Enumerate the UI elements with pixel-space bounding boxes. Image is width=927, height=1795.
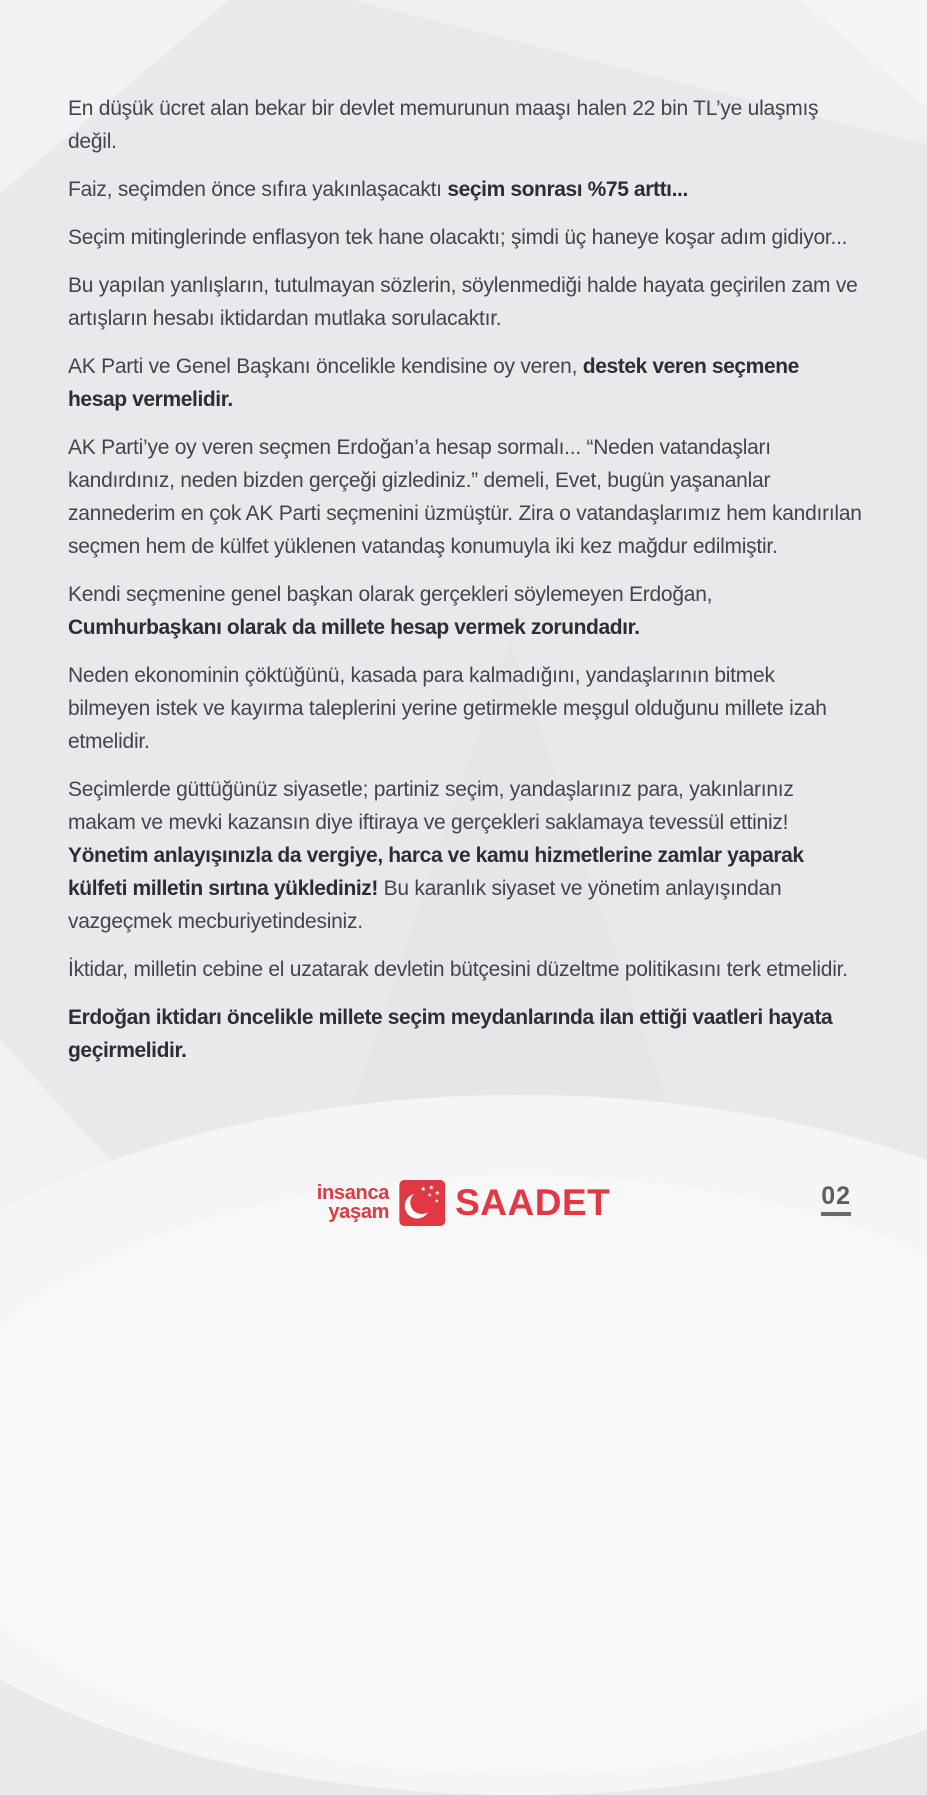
page-number: 02: [821, 1184, 851, 1216]
paragraph: [68, 659, 862, 758]
paragraph-text-bold: seçim sonrası %75 arttı...: [447, 178, 688, 201]
logo-tagline-line1: insanca: [316, 1182, 390, 1204]
paragraph-text: Seçim mitinglerinde enflasyon tek hane olacaktı; şimdi üç haneye koşar adım gidiyor...: [68, 226, 848, 249]
paragraph: [68, 773, 862, 938]
page-footer: [0, 1180, 927, 1250]
crescent-and-stars-icon: [399, 1180, 445, 1226]
paragraph: [68, 431, 862, 563]
paragraph-text: İktidar, milletin cebine el uzatarak devletin bütçesini düzeltme politikasını terk etmelidir.: [68, 958, 848, 981]
paragraph: [68, 350, 862, 416]
paragraph-text: En düşük ücret alan bekar bir devlet memurunun maaşı halen 22 bin TL’ye ulaşmış değil.: [68, 97, 819, 153]
logo-brand-name: SAADET: [455, 1182, 611, 1223]
paragraph-text: Kendi seçmenine genel başkan olarak gerçekleri söylemeyen Erdoğan,: [68, 583, 713, 606]
paragraph: [68, 953, 862, 986]
paragraph-text-bold: Cumhurbaşkanı olarak da millete hesap vermek zorundadır.: [68, 616, 640, 639]
bg-ellipse-bottom-inner: [0, 1175, 927, 1775]
paragraph-text: Faiz, seçimden önce sıfıra yakınlaşacaktı: [68, 178, 448, 201]
paragraph-text: Seçimlerde güttüğünüz siyasetle; partiniz seçim, yandaşlarınız para, yakınlarınız makam ve mevki kazansın diye iftiraya ve gerçekleri saklamaya tevessül ettiniz!: [68, 778, 794, 834]
paragraph-text-bold: Yönetim anlayışınızla da vergiye, harca ve kamu hizmetlerine zamlar yaparak külfeti milletin sırtına yüklediniz!: [68, 844, 804, 900]
paragraph: [68, 269, 862, 335]
saadet-logo: [317, 1180, 611, 1226]
paragraph-text: AK Parti ve Genel Başkanı öncelikle kendisine oy veren,: [68, 355, 583, 378]
paragraph: [68, 173, 862, 206]
paragraph-text: AK Parti’ye oy veren seçmen Erdoğan’a hesap sormalı... “Neden vatandaşları kandırdınız, neden bizden gerçeği gizlediniz.” demeli, Evet, bugün yaşananlar zannederim en çok AK Parti seçmenini üzmüştür. Zira o vatandaşlarımız hem kandırılan seçmen hem de külfet yüklenen vatandaş konumuyla iki kez mağdur edilmiştir.: [68, 436, 862, 558]
paragraph-text-bold: Erdoğan iktidarı öncelikle millete seçim meydanlarında ilan ettiği vaatleri hayata geçirmelidir.: [68, 1006, 833, 1062]
document-body: [68, 92, 862, 1082]
paragraph-text-bold: destek veren seçmene hesap vermelidir.: [68, 355, 799, 411]
paragraph-text: Neden ekonominin çöktüğünü, kasada para kalmadığını, yandaşlarının bitmek bilmeyen istek ve kayırma taleplerini yerine getirmekle meşgul olduğunu millete izah etmelidir.: [68, 664, 827, 753]
paragraph: [68, 578, 862, 644]
paragraph: [68, 92, 862, 158]
logo-tagline-line2: yaşam: [328, 1201, 390, 1223]
paragraph: [68, 221, 862, 254]
logo-tagline: [317, 1184, 389, 1222]
paragraph-text: Bu yapılan yanlışların, tutulmayan sözlerin, söylenmediği halde hayata geçirilen zam ve artışların hesabı iktidardan mutlaka sorulacaktır.: [68, 274, 858, 330]
paragraph-text: Bu karanlık siyaset ve yönetim anlayışından vazgeçmek mecburiyetindesiniz.: [68, 877, 782, 933]
paragraph: [68, 1001, 862, 1067]
